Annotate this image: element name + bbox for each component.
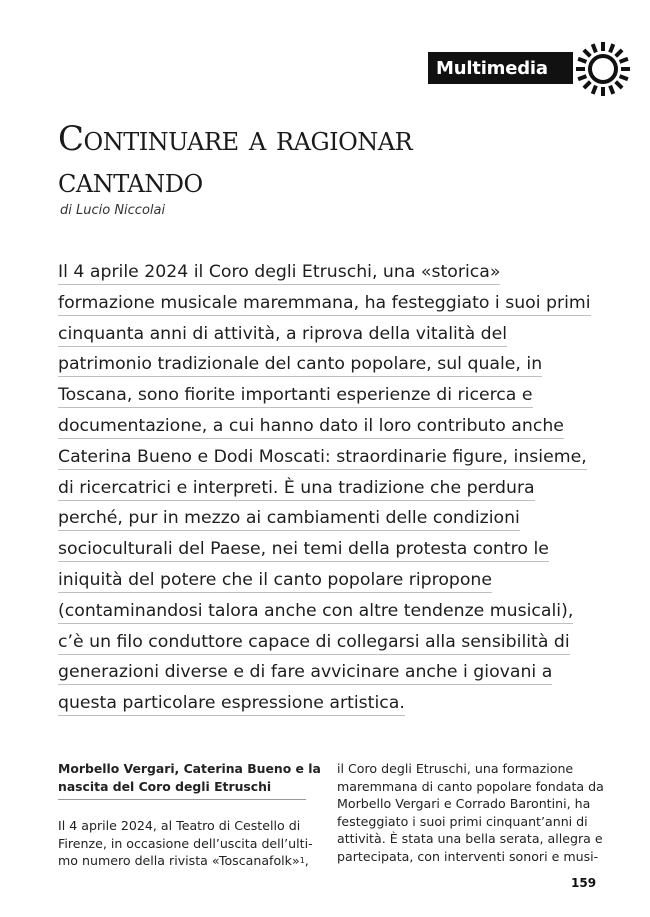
- title-line-1: Continuare a ragionar: [58, 119, 413, 159]
- lead-line: perché, pur in mezzo ai cambiamenti delle condizioni: [58, 503, 618, 534]
- section-badge: [428, 52, 573, 84]
- lead-line: di ricercatrici e interpreti. È una tradizione che perdura: [58, 473, 618, 504]
- body-line: il Coro degli Etruschi, una formazione: [337, 761, 574, 776]
- lead-line: Toscana, sono fiorite importanti esperienze di ricerca e: [58, 380, 618, 411]
- footnote-ref[interactable]: 1: [299, 856, 305, 865]
- right-column: [337, 760, 604, 865]
- section-label: Multimedia: [436, 57, 548, 79]
- lead-line: socioculturali del Paese, nei temi della protesta contro le: [58, 534, 618, 565]
- body-line: maremmana di canto popolare fondata da: [337, 778, 604, 794]
- lead-line: documentazione, a cui hanno dato il loro contributo anche: [58, 411, 618, 442]
- lead-line: Il 4 aprile 2024 il Coro degli Etruschi, una «storica»: [58, 257, 618, 288]
- body-line: mo numero della rivista «Toscanafolk» 1 ,: [58, 853, 309, 868]
- lead-line: generazioni diverse e di fare avvicinare anche i giovani a: [58, 657, 618, 688]
- body-line: Il 4 aprile 2024, al Teatro di Cestello di: [58, 818, 301, 833]
- lead-line: formazione musicale maremmana, ha festeggiato i suoi primi: [58, 288, 618, 319]
- lead-line: cinquanta anni di attività, a riprova della vitalità del: [58, 319, 618, 350]
- page-number: 159: [571, 876, 597, 890]
- title-line-2: cantando: [58, 161, 203, 201]
- lead-line: questa particolare espressione artistica.: [58, 688, 618, 719]
- lead-paragraph: [58, 257, 618, 719]
- lead-line: patrimonio tradizionale del canto popolare, sul quale, in: [58, 349, 618, 380]
- lead-line: c’è un filo conduttore capace di collegarsi alla sensibilità di: [58, 627, 618, 658]
- body-line: Firenze, in occasione dell’uscita dell’ulti-: [58, 835, 313, 851]
- lead-line: iniquità del potere che il canto popolare ripropone: [58, 565, 618, 596]
- left-column: [58, 760, 321, 870]
- section-heading-line-1: Morbello Vergari, Caterina Bueno e la: [58, 761, 321, 776]
- body-line: attività. È stata una bella serata, allegra e: [337, 831, 603, 846]
- body-line: festeggiato i suoi primi cinquant’anni di: [337, 813, 588, 829]
- section-heading-line-2: nascita del Coro degli Etruschi: [58, 778, 272, 794]
- sun-icon: [574, 40, 632, 98]
- body-line: partecipata, con interventi sonori e musi-: [337, 848, 599, 864]
- author-byline: di Lucio Niccolai: [60, 203, 166, 218]
- lead-line: (contaminandosi talora anche con altre tendenze musicali),: [58, 596, 618, 627]
- article-title: [58, 118, 618, 202]
- body-line: Morbello Vergari e Corrado Barontini, ha: [337, 796, 591, 811]
- lead-line: Caterina Bueno e Dodi Moscati: straordinarie figure, insieme,: [58, 442, 618, 473]
